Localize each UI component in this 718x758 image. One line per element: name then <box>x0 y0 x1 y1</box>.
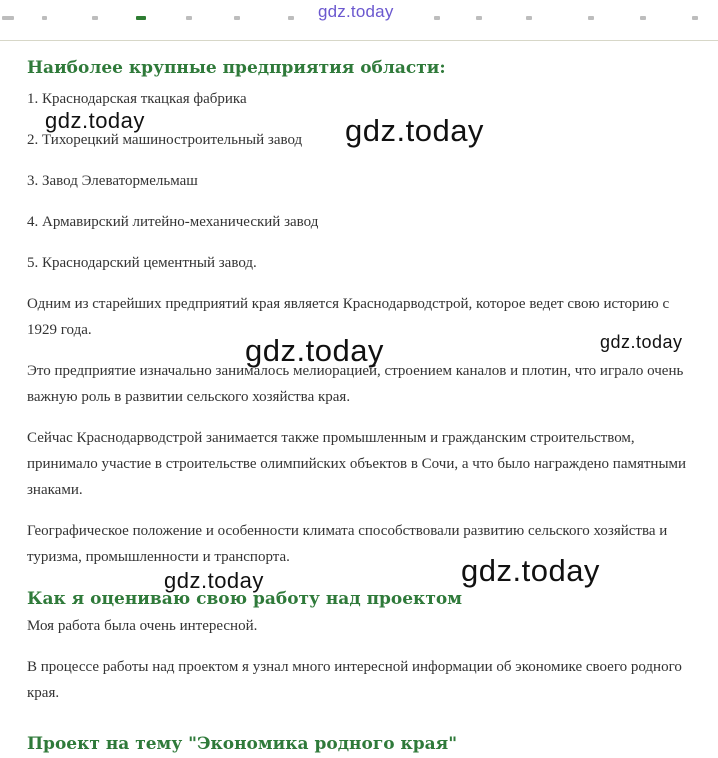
watermark: gdz.today <box>461 553 600 588</box>
section-heading-enterprises: Наиболее крупные предприятия области: <box>27 58 446 78</box>
list-item: 2. Тихорецкий машиностроительный завод <box>27 132 303 148</box>
list-item: 1. Краснодарская ткацкая фабрика <box>27 91 247 107</box>
nav-item-stub[interactable] <box>234 16 240 20</box>
section-heading-project-topic: Проект на тему "Экономика родного края" <box>27 734 458 754</box>
watermark: gdz.today <box>245 333 384 368</box>
top-navigation-bar <box>0 0 718 41</box>
nav-item-stub[interactable] <box>476 16 482 20</box>
list-item: 5. Краснодарский цементный завод. <box>27 255 257 271</box>
paragraph: Сейчас Краснодарводстрой занимается также промышленным и гражданским строительством, принимало участие в строительстве олимпийских объектов в Сочи, а что было награждено памятными знаками. <box>27 430 687 498</box>
watermark: gdz.today <box>345 113 484 148</box>
nav-item-stub[interactable] <box>288 16 294 20</box>
nav-item-stub[interactable] <box>92 16 98 20</box>
paragraph: Одним из старейших предприятий края является Краснодарводстрой, которое ведет свою историю с 1929 года. <box>27 296 670 338</box>
paragraph: В процессе работы над проектом я узнал много интересной информации об экономике своего родного края. <box>27 659 682 701</box>
watermark: gdz.today <box>600 332 683 352</box>
paragraph: Географическое положение и особенности климата способствовали развитию сельского хозяйства и туризма, промышленности и транспорта. <box>27 523 668 565</box>
nav-item-stub[interactable] <box>42 16 47 20</box>
nav-item-stub[interactable] <box>640 16 646 20</box>
nav-item-stub[interactable] <box>136 16 146 20</box>
nav-item-stub[interactable] <box>692 16 698 20</box>
nav-item-stub[interactable] <box>588 16 594 20</box>
watermark: gdz.today <box>45 108 145 133</box>
site-logo[interactable]: gdz.today <box>318 2 394 21</box>
nav-item-stub[interactable] <box>526 16 532 20</box>
nav-item-stub[interactable] <box>2 16 14 20</box>
paragraph: Моя работа была очень интересной. <box>27 618 258 634</box>
nav-item-stub[interactable] <box>186 16 192 20</box>
list-item: 4. Армавирский литейно-механический завод <box>27 214 319 230</box>
article-content <box>27 54 697 721</box>
paragraph: Это предприятие изначально занималось мелиорацией, строением каналов и плотин, что играло очень важную роль в развитии сельского хозяйства края. <box>27 363 684 405</box>
list-item: 3. Завод Элеватормельмаш <box>27 173 198 189</box>
nav-item-stub[interactable] <box>434 16 440 20</box>
watermark: gdz.today <box>164 568 264 593</box>
section-heading-self-assessment: Как я оцениваю свою работу над проектом <box>27 589 462 609</box>
